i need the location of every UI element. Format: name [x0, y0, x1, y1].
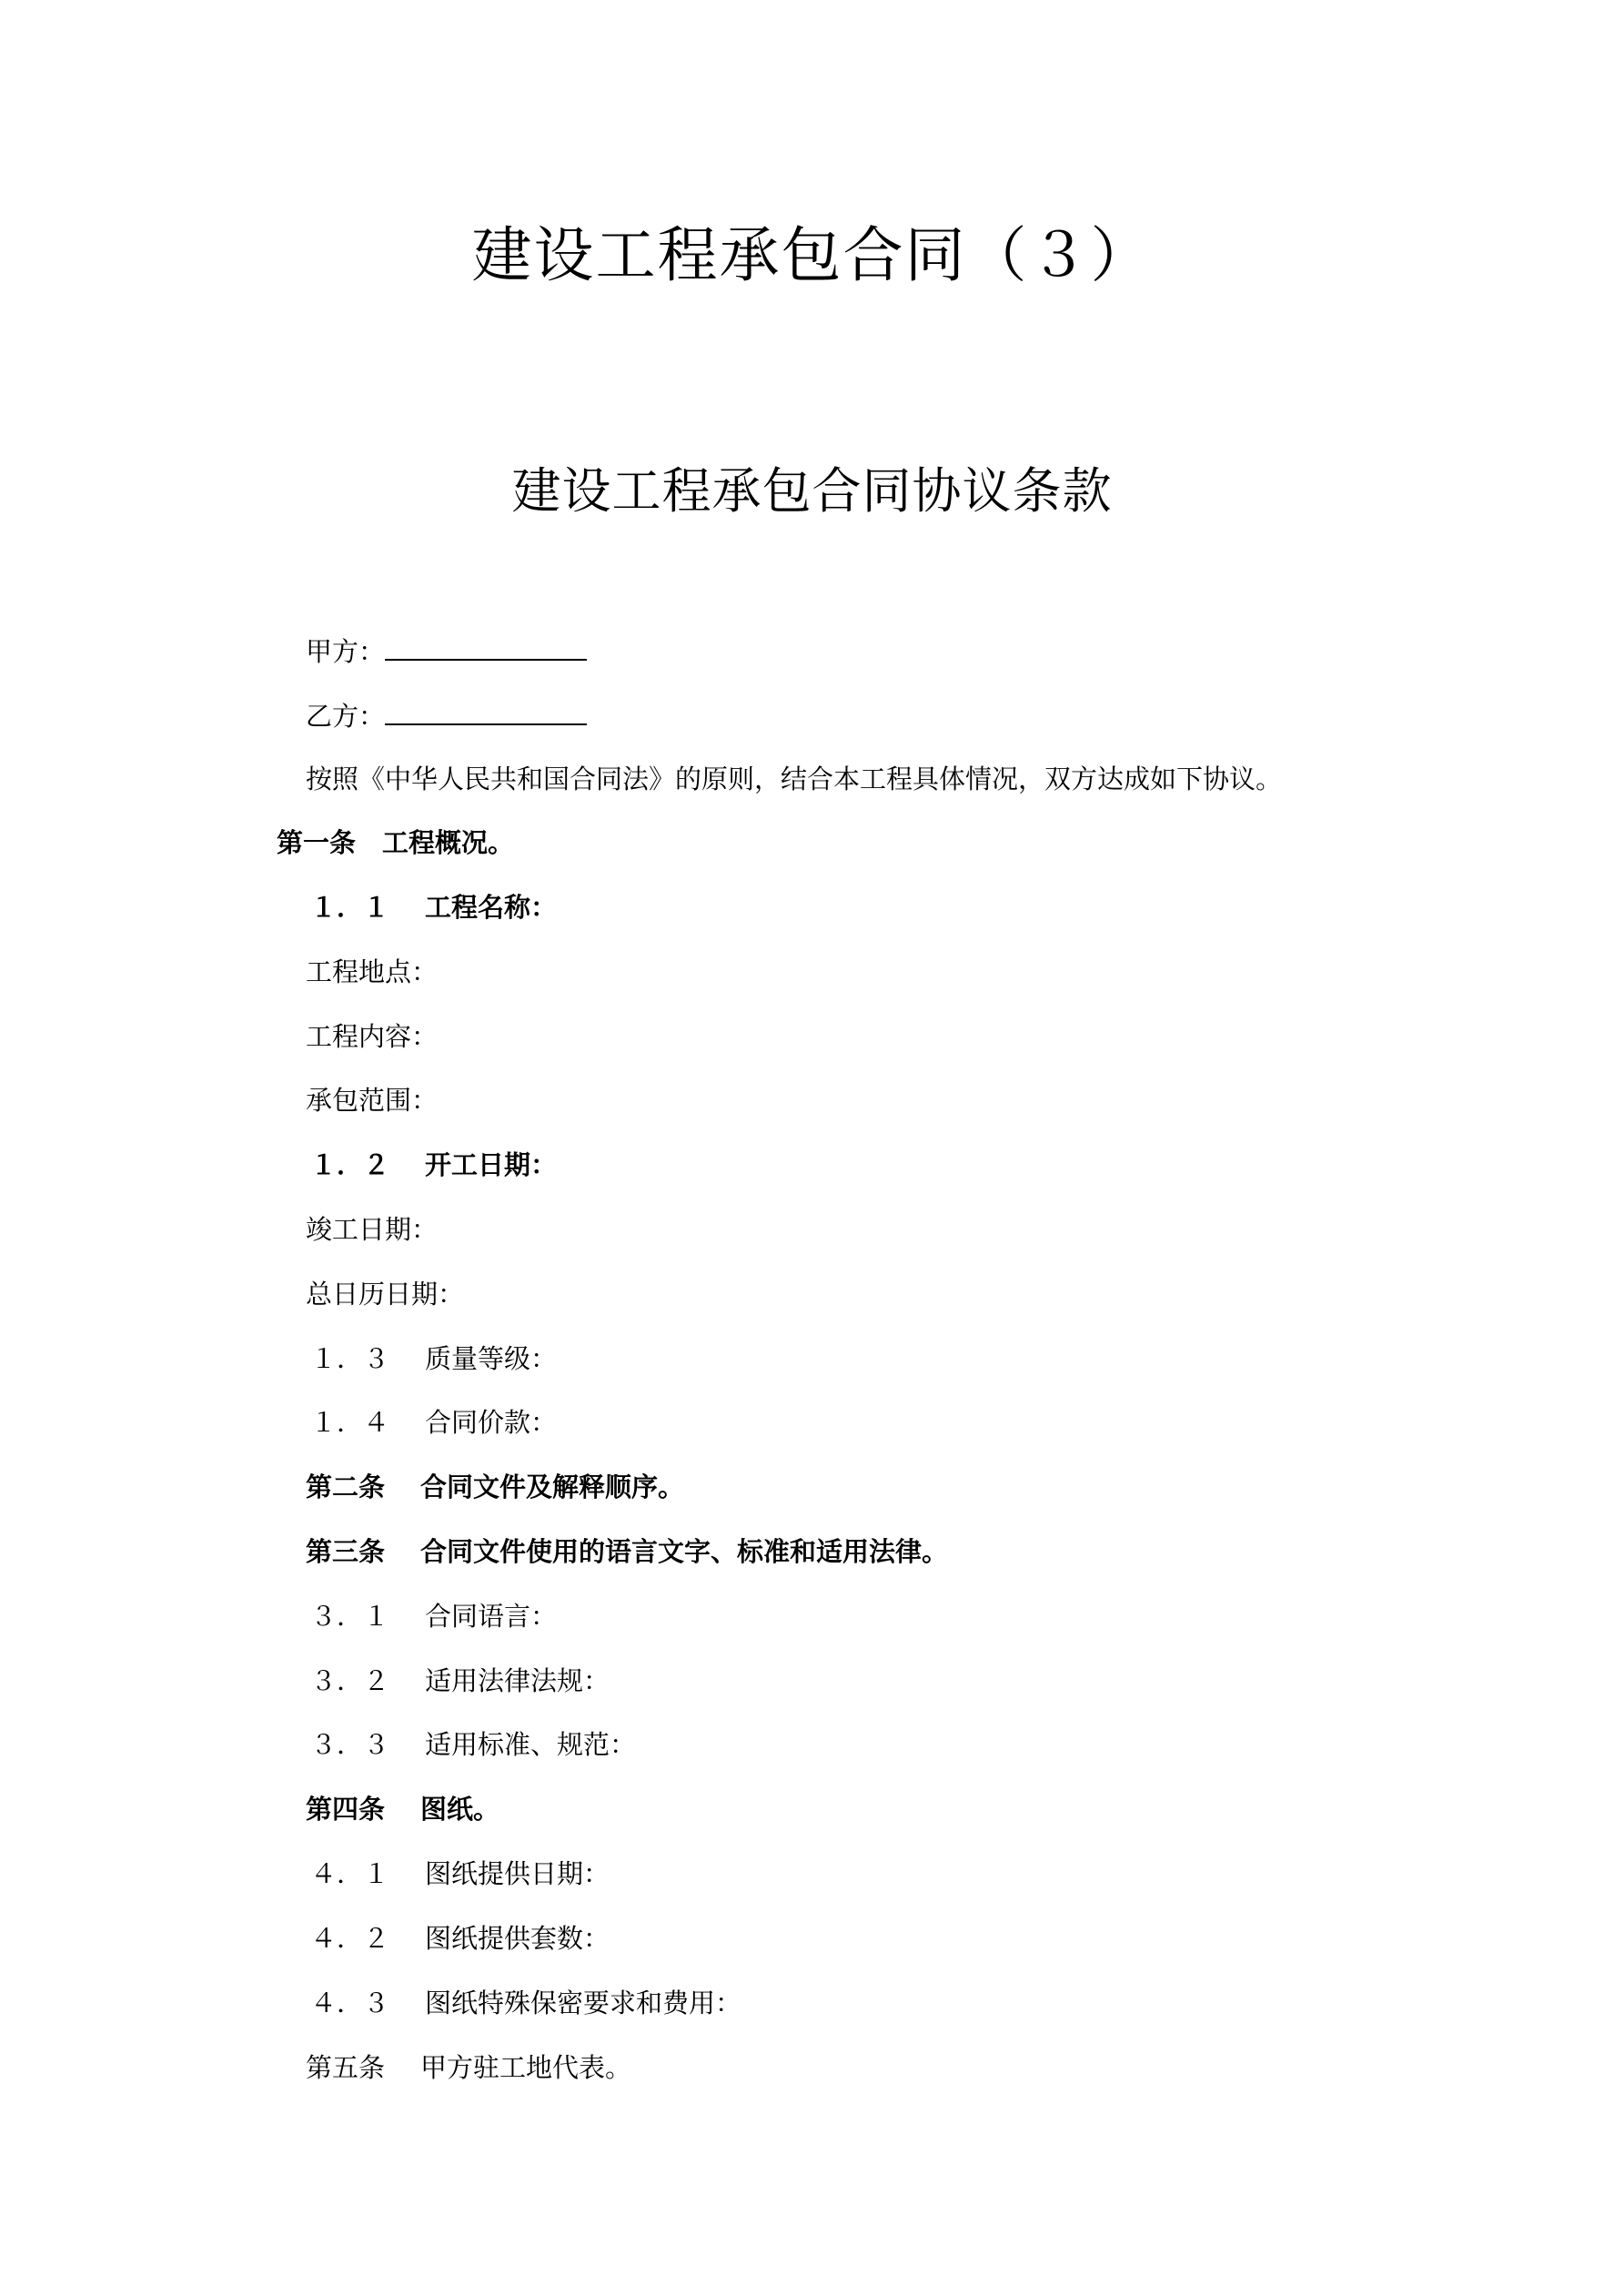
section-4-2	[310, 1920, 610, 1957]
section-1-4	[310, 1404, 557, 1441]
article-4-number: 第四条	[306, 1794, 386, 1825]
section-1-2-label: 开工日期：	[425, 1149, 558, 1180]
section-1-4-number: １．４	[310, 1407, 390, 1438]
article-3-number: 第三条	[306, 1536, 386, 1567]
section-4-1-label: 图纸提供日期：	[425, 1858, 610, 1889]
section-4-2-number: ４．２	[310, 1923, 390, 1954]
party-b-line	[306, 696, 587, 734]
section-3-2-label: 适用法律法规：	[425, 1665, 610, 1696]
section-1-3-number: １．３	[310, 1343, 390, 1374]
party-b-blank	[385, 696, 587, 725]
section-3-2-number: ３．２	[310, 1665, 390, 1696]
document-subtitle: 建设工程承包合同协议条款	[511, 462, 1113, 520]
project-location: 工程地点：	[306, 956, 439, 987]
section-4-1	[310, 1856, 610, 1892]
article-5-number: 第五条	[306, 2052, 386, 2083]
contract-scope: 承包范围：	[306, 1085, 439, 1116]
article-5-heading	[306, 2049, 631, 2086]
section-1-1-number: １．１	[310, 892, 390, 923]
section-3-3-label: 适用标准、规范：	[425, 1729, 637, 1760]
party-a-blank	[385, 632, 587, 661]
completion-date: 竣工日期：	[306, 1214, 439, 1245]
article-2-heading	[306, 1469, 684, 1505]
section-1-4-label: 合同价款：	[425, 1407, 558, 1438]
section-3-1-label: 合同语言：	[425, 1601, 558, 1632]
section-1-3	[310, 1340, 557, 1377]
article-2-label: 合同文件及解释顺序。	[420, 1472, 685, 1502]
section-3-1-number: ３．１	[310, 1601, 390, 1632]
section-1-2	[310, 1147, 557, 1183]
party-b-label: 乙方：	[306, 701, 386, 732]
party-a-line	[306, 632, 587, 670]
article-4-label: 图纸。	[420, 1794, 500, 1825]
section-4-3-label: 图纸特殊保密要求和费用：	[425, 1988, 742, 2018]
section-4-2-label: 图纸提供套数：	[425, 1923, 610, 1954]
article-3-label: 合同文件使用的语言文字、标准和适用法律。	[420, 1536, 949, 1567]
section-3-3-number: ３．３	[310, 1729, 390, 1760]
article-5-label: 甲方驻工地代表。	[420, 2052, 632, 2083]
party-a-label: 甲方：	[306, 636, 386, 667]
section-4-3-number: ４．３	[310, 1988, 390, 2018]
total-calendar-days: 总日历日期：	[306, 1279, 465, 1310]
project-content: 工程内容：	[306, 1021, 439, 1052]
section-4-1-number: ４．１	[310, 1858, 390, 1889]
article-3-heading	[306, 1533, 948, 1570]
article-1-heading: 第一条 工程概况。	[277, 827, 515, 858]
section-4-3	[310, 1985, 741, 2021]
section-1-1-label: 工程名称：	[425, 892, 558, 923]
section-3-2	[310, 1663, 610, 1699]
article-4-heading	[306, 1791, 499, 1827]
document-title: 建设工程承包合同（３）	[471, 220, 1153, 290]
section-3-3	[310, 1726, 636, 1763]
section-3-1	[310, 1598, 557, 1634]
section-1-3-label: 质量等级：	[425, 1343, 558, 1374]
section-1-2-number: １．２	[310, 1149, 390, 1180]
article-2-number: 第二条	[306, 1472, 386, 1502]
section-1-1	[310, 889, 557, 925]
preamble-text: 按照《中华人民共和国合同法》的原则，结合本工程具体情况，双方达成如下协议。	[306, 764, 1283, 794]
